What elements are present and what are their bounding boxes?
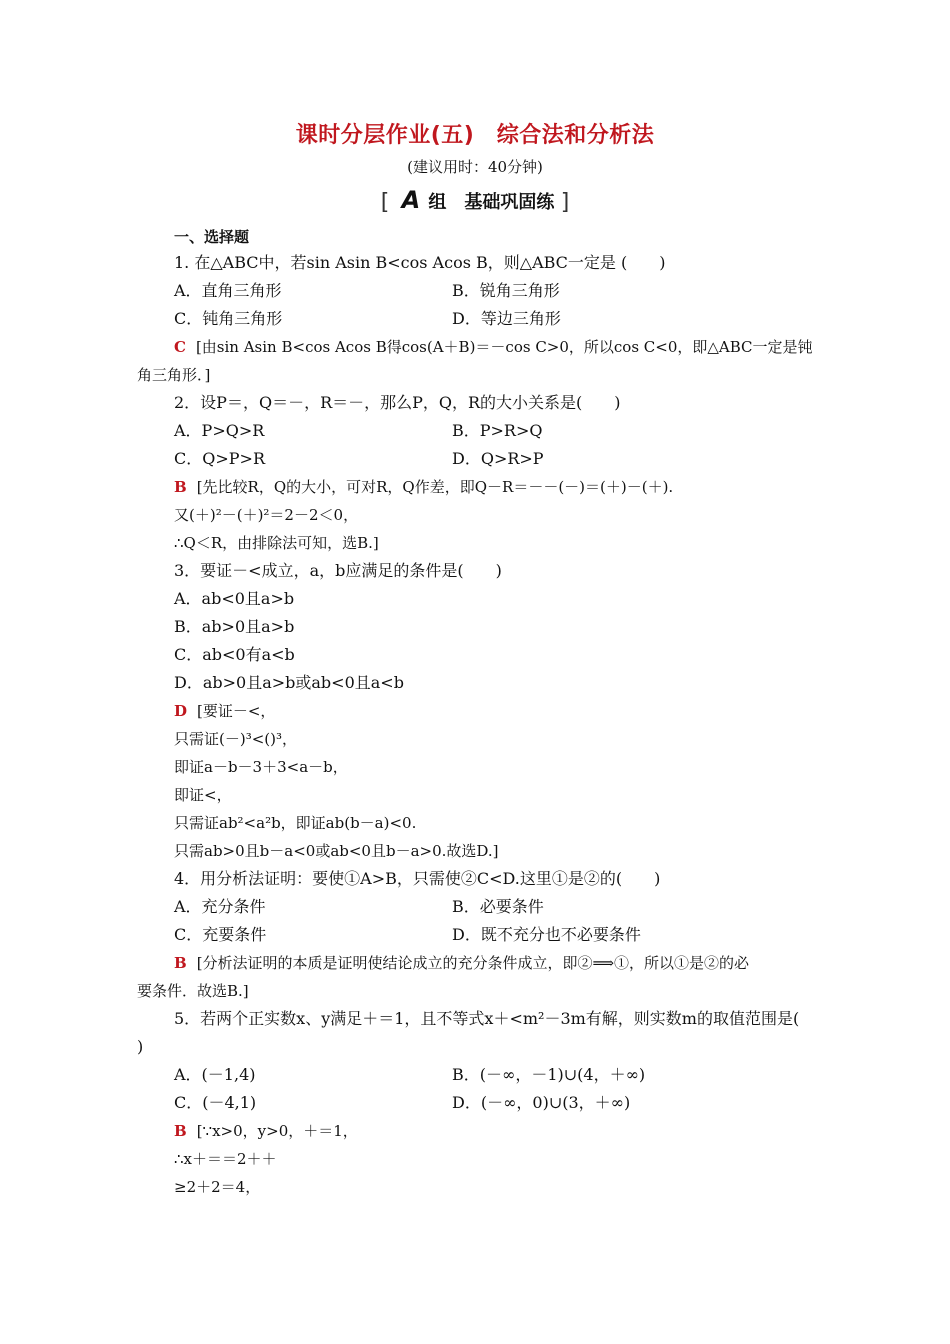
group-bracket-right: ] — [560, 190, 570, 215]
answer-text: [要证－<， — [197, 702, 276, 720]
answer-2-line2: 又(＋)²－(＋)²＝2－2＜0， — [174, 506, 359, 524]
answer-5-line2: ∴x＋＝＝2＋＋ — [174, 1150, 277, 1168]
answer-3-line4: 即证<， — [174, 786, 232, 804]
option-d: D．等边三角形 — [452, 309, 561, 328]
answer-5-line3: ≥2＋2＝4， — [174, 1178, 261, 1196]
answer-letter: C — [174, 338, 186, 356]
answer-4-cont: 要条件．故选B.] — [137, 982, 249, 1000]
option-b: B．必要条件 — [452, 897, 544, 916]
option-c: C．Q>P>R — [174, 449, 265, 468]
answer-3 — [174, 700, 275, 722]
group-letter: A — [401, 186, 421, 214]
group-bracket-left: [ — [380, 190, 390, 215]
answer-text: [先比较R，Q的大小，可对R，Q作差，即Q－R＝－－(－)＝(＋)－(＋). — [196, 478, 674, 496]
answer-3-line2: 只需证(－)³<()³， — [174, 730, 298, 748]
answer-letter: B — [174, 954, 187, 972]
answer-3-line5: 只需证ab²<a²b，即证ab(b－a)<0. — [174, 814, 417, 832]
answer-text: [∵x>0，y>0，＋＝1， — [196, 1122, 358, 1140]
answer-2-line3: ∴Q＜R，由排除法可知，选B.] — [174, 534, 379, 552]
question-5-cont: ) — [137, 1037, 144, 1056]
answer-letter: B — [174, 478, 187, 496]
answer-4 — [174, 952, 749, 974]
option-a: A．ab<0且a>b — [174, 589, 295, 608]
option-b: B．(－∞，－1)∪(4，＋∞) — [452, 1065, 646, 1084]
option-d: D．ab>0且a>b或ab<0且a<b — [174, 673, 404, 692]
option-c: C．(－4,1) — [174, 1093, 257, 1112]
option-a: A．充分条件 — [174, 897, 266, 916]
option-a: A．(－1,4) — [174, 1065, 256, 1084]
suggested-time: (建议用时：40分钟) — [407, 158, 543, 176]
option-d: D．既不充分也不必要条件 — [452, 925, 641, 944]
question-3: 3．要证－<成立，a，b应满足的条件是( ) — [174, 561, 502, 580]
option-c: C．钝角三角形 — [174, 309, 283, 328]
option-a: A．直角三角形 — [174, 281, 282, 300]
answer-3-line6: 只需ab>0且b－a<0或ab<0且b－a>0.故选D.] — [174, 842, 499, 860]
answer-letter: B — [174, 1122, 187, 1140]
answer-1 — [174, 336, 813, 358]
option-b: B．锐角三角形 — [452, 281, 560, 300]
option-a: A．P>Q>R — [174, 421, 265, 440]
option-b: B．ab>0且a>b — [174, 617, 295, 636]
option-c: C．ab<0有a<b — [174, 645, 295, 664]
answer-text: [由sin Asin B<cos Acos B得cos(A＋B)＝－cos C>0，所以cos C<0，即△ABC一定是钝 — [195, 338, 813, 356]
group-label: 组 基础巩固练 — [428, 192, 555, 213]
answer-5 — [174, 1120, 358, 1142]
question-5: 5．若两个正实数x、y满足＋＝1，且不等式x＋<m²－3m有解，则实数m的取值范围是( — [174, 1009, 800, 1028]
page-title: 课时分层作业(五) 综合法和分析法 — [295, 123, 655, 148]
option-d: D．Q>R>P — [452, 449, 544, 468]
answer-text: [分析法证明的本质是证明使结论成立的充分条件成立，即②⟹①，所以①是②的必 — [196, 954, 750, 972]
section-heading: 一、选择题 — [174, 228, 250, 246]
option-d: D．(－∞，0)∪(3，＋∞) — [452, 1093, 631, 1112]
answer-letter: D — [174, 702, 188, 720]
question-4: 4．用分析法证明：要使①A>B，只需使②C<D.这里①是②的( ) — [174, 869, 661, 888]
question-1: 1. 在△ABC中，若sin Asin B<cos Acos B，则△ABC一定是 ( ) — [174, 253, 666, 272]
option-b: B．P>R>Q — [452, 421, 543, 440]
answer-1-cont: 角三角形．] — [137, 366, 211, 384]
option-c: C．充要条件 — [174, 925, 267, 944]
question-2: 2．设P＝，Q＝－，R＝－，那么P，Q，R的大小关系是( ) — [174, 393, 621, 412]
group-heading — [0, 186, 950, 215]
answer-2 — [174, 476, 673, 498]
answer-3-line3: 即证a－b－3＋3<a－b， — [174, 758, 348, 776]
